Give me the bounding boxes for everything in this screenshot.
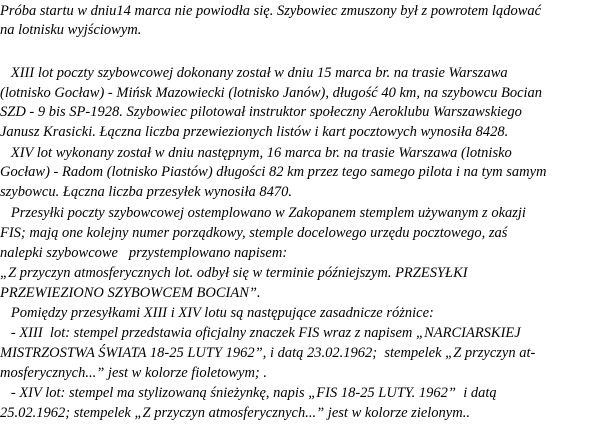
- text-line: szybowcu. Łączna liczba przesyłek wynosiła 8470.: [0, 184, 292, 200]
- text-line: „Z przyczyn atmosferycznych lot. odbył się w terminie późniejszym. PRZESYŁKI: [0, 265, 468, 281]
- text-line: XIV lot wykonany został w dniu następnym, 16 marca br. na trasie Warszawa (lotnisko: [0, 145, 512, 161]
- text-line: FIS; mają one kolejny numer porządkowy, stemple docelowego urzędu pocztowego, zaś: [0, 225, 508, 241]
- text-line: nalepki szybowcowe przystemplowano napisem:: [0, 245, 288, 261]
- text-line: mosferycznych...” jest w kolorze fioletowym; .: [0, 365, 267, 381]
- text-line: Przesyłki poczty szybowcowej ostemplowano w Zakopanem stemplem używanym z okazji: [0, 205, 526, 221]
- text-line: - XIII lot: stempel przedstawia oficjalny znaczek FIS wraz z napisem „NARCIARSKIEJ: [0, 325, 521, 341]
- text-line: Janusz Krasicki. Łączna liczba przewiezionych listów i kart pocztowych wynosiła 8428.: [0, 124, 509, 140]
- text-line: Próba startu w dniu14 marca nie powiodła się. Szybowiec zmuszony był z powrotem lądować: [0, 3, 542, 19]
- text-line: 25.02.1962; stempelek „Z przyczyn atmosferycznych...” jest w kolorze zielonym..: [0, 405, 470, 421]
- text-line: Gocław) - Radom (lotnisko Piastów) długości 82 km przez tego samego pilota i na tym samym: [0, 164, 547, 180]
- text-line: - XIV lot: stempel ma stylizowaną śnieżynkę, napis „FIS 18-25 LUTY. 1962” i datą: [0, 385, 497, 401]
- text-line: na lotnisku wyjściowym.: [0, 22, 142, 38]
- text-line: Pomiędzy przesyłkami XIII i XIV lotu są następujące zasadnicze różnice:: [0, 305, 434, 321]
- text-line: XIII lot poczty szybowcowej dokonany został w dniu 15 marca br. na trasie Warszawa: [0, 65, 508, 81]
- text-line: MISTRZOSTWA ŚWIATA 18-25 LUTY 1962”, i datą 23.02.1962; stempelek „Z przyczyn at-: [0, 345, 536, 361]
- text-line: PRZEWIEZIONO SZYBOWCEM BOCIAN”.: [0, 285, 261, 301]
- text-line: SZD - 9 bis SP-1928. Szybowiec pilotował instruktor społeczny Aeroklubu Warszawskiego: [0, 104, 522, 120]
- text-line: (lotnisko Gocław) - Mińsk Mazowiecki (lotnisko Janów), długość 40 km, na szybowcu Bocian: [0, 85, 543, 101]
